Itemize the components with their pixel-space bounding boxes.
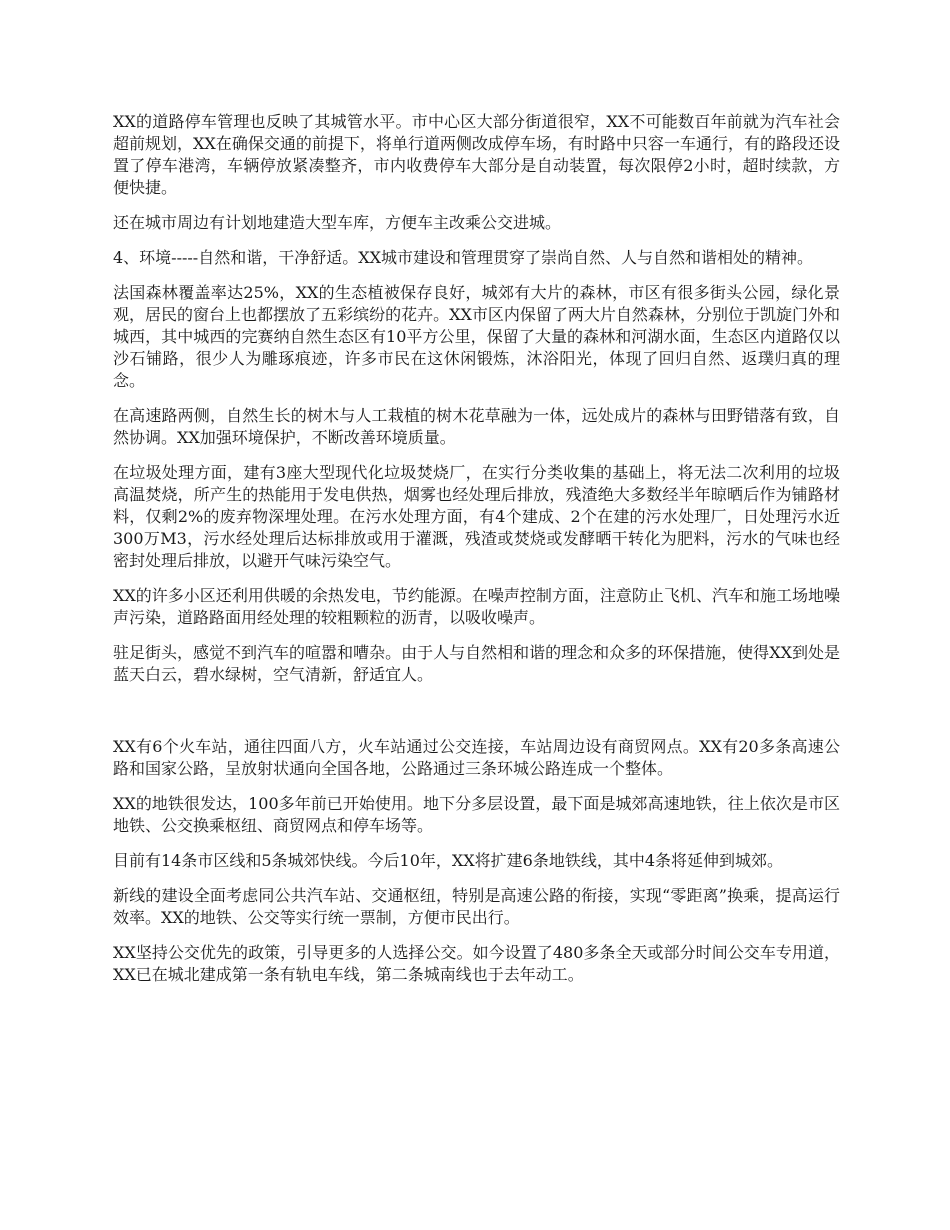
document-body [113,111,840,999]
paragraph-noise-control: XX的许多小区还利用供暖的余热发电，节约能源。在噪声控制方面，注意防止飞机、汽车和施工场地噪声污染，道路路面用经处理的较粗颗粒的沥青，以吸收噪声。 [113,586,840,627]
paragraph-highway-greenery: 在高速路两侧，自然生长的树木与人工栽植的树木花草融为一体，远处成片的森林与田野错落有致，自然协调。XX加强环境保护，不断改善环境质量。 [113,406,840,447]
section-spacer [113,699,840,736]
paragraph-metro-history: XX的地铁很发达，100多年前已开始使用。地下分多层设置，最下面是城郊高速地铁，往上依次是市区地铁、公交换乘枢纽、商贸网点和停车场等。 [113,794,840,835]
paragraph-forest-coverage: 法国森林覆盖率达25%，XX的生态植被保存良好，城郊有大片的森林，市区有很多街头公园，绿化景观，居民的窗台上也都摆放了五彩缤纷的花卉。XX市区内保留了两大片自然森林，分别位于凯旋门外和城西，其中城西的完赛纳自然生态区有10平方公里，保留了大量的森林和河湖水面，生态区内道路仅以沙石铺路，很少人为雕琢痕迹，许多市民在这休闲锻炼，沐浴阳光，体现了回归自然、返璞归真的理念。 [113,283,840,390]
paragraph-railway-stations: XX有6个火车站，通往四面八方，火车站通过公交连接，车站周边设有商贸网点。XX有20多条高速公路和国家公路，呈放射状通向全国各地，公路通过三条环城公路连成一个整体。 [113,737,840,778]
paragraph-waste-treatment: 在垃圾处理方面，建有3座大型现代化垃圾焚烧厂，在实行分类收集的基础上，将无法二次利用的垃圾高温焚烧，所产生的热能用于发电供热，烟雾也经处理后排放，残渣绝大多数经半年晾晒后作为铺路材料，仅剩2%的废弃物深埋处理。在污水处理方面，有4个建成、2个在建的污水处理厂，日处理污水近300万M3，污水经处理后达标排放或用于灌溉，残渣或焚烧或发酵晒干转化为肥料，污水的气味也经密封处理后排放，以避开气味污染空气。 [113,463,840,570]
paragraph-parking-garages: 还在城市周边有计划地建造大型车库，方便车主改乘公交进城。 [113,213,562,232]
paragraph-environment-heading: 4、环境-----自然和谐，干净舒适。XX城市建设和管理贯穿了崇尚自然、人与自然和谐相处的精神。 [113,248,813,267]
paragraph-transfer-integration: 新线的建设全面考虑同公共汽车站、交通枢纽，特别是高速公路的衔接，实现“零距离”换乘，提高运行效率。XX的地铁、公交等实行统一票制，方便市民出行。 [113,886,840,927]
paragraph-street-quiet: 驻足街头，感觉不到汽车的喧嚣和嘈杂。由于人与自然相和谐的理念和众多的环保措施，使得XX到处是蓝天白云，碧水绿树，空气清新，舒适宜人。 [113,643,840,684]
paragraph-metro-lines: 目前有14条市区线和5条城郊快线。今后10年，XX将扩建6条地铁线，其中4条将延伸到城郊。 [113,851,784,870]
paragraph-bus-priority: XX坚持公交优先的政策，引导更多的人选择公交。如今设置了480多条全天或部分时间公交车专用道，XX已在城北建成第一条有轨电车线，第二条城南线也于去年动工。 [113,943,840,984]
paragraph-parking-management: XX的道路停车管理也反映了其城管水平。市中心区大部分街道很窄，XX不可能数百年前就为汽车社会超前规划，XX在确保交通的前提下，将单行道两侧改成停车场，有时路中只容一车通行，有的路段还设置了停车港湾，车辆停放紧凑整齐，市内收费停车大部分是自动装置，每次限停2小时，超时续款，方便快捷。 [113,112,840,197]
